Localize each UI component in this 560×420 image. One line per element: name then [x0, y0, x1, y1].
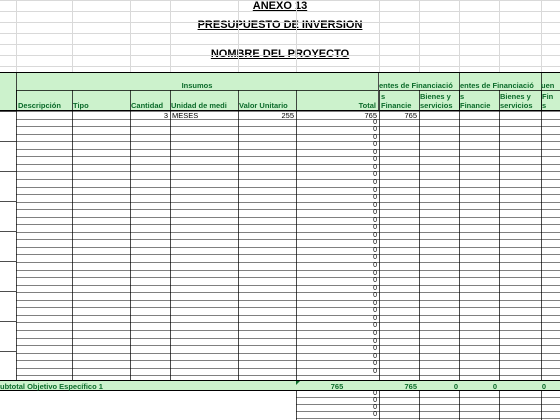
- total-cell[interactable]: 0: [373, 338, 377, 345]
- total-cell[interactable]: 0: [373, 300, 377, 307]
- subtotal-bienes-a: 0: [453, 382, 458, 391]
- total-cell[interactable]: 0: [373, 149, 377, 156]
- col-fin-a-line1: s: [381, 92, 386, 101]
- col-bienes-b-line2: servicios: [500, 101, 533, 110]
- total-cell[interactable]: 0: [373, 179, 377, 186]
- total-cell[interactable]: 0: [373, 360, 377, 367]
- row1-financie[interactable]: 765: [404, 111, 417, 120]
- subtotal-financie-b: 0: [492, 382, 497, 391]
- col-unidad: Unidad de medi: [171, 101, 227, 110]
- total-cell[interactable]: 0: [373, 330, 377, 337]
- total-cell[interactable]: 0: [373, 164, 377, 171]
- total-cell[interactable]: 0: [373, 277, 377, 284]
- subtotal-label: ubtotal Objetivo Específico 1: [0, 382, 103, 391]
- col-fin-a-line2: Financie: [381, 101, 412, 110]
- total-cell[interactable]: 0: [373, 353, 377, 360]
- total-cell[interactable]: 0: [373, 262, 377, 269]
- subtotal-bienes-b: 0: [541, 382, 546, 391]
- total-cell[interactable]: 0: [373, 285, 377, 292]
- col-cantidad: Cantidad: [131, 101, 164, 110]
- total-cell[interactable]: 0: [373, 209, 377, 216]
- total-cell[interactable]: 0: [373, 194, 377, 201]
- total-cell[interactable]: 0: [373, 411, 377, 418]
- total-cell[interactable]: 0: [373, 315, 377, 322]
- total-cell[interactable]: 0: [373, 368, 377, 375]
- total-cell[interactable]: 0: [373, 156, 377, 163]
- total-cell[interactable]: 0: [373, 232, 377, 239]
- col-descripcion: Descripción: [18, 101, 61, 110]
- total-cell[interactable]: 0: [373, 247, 377, 254]
- col-fin-c-line1: Fin: [542, 92, 554, 101]
- total-cell[interactable]: 0: [373, 404, 377, 411]
- row1-unidad[interactable]: MESES: [172, 111, 199, 120]
- total-cell[interactable]: 0: [373, 322, 377, 329]
- total-cell[interactable]: 0: [373, 187, 377, 194]
- row1-cantidad[interactable]: 3: [163, 111, 168, 120]
- total-cell[interactable]: 0: [373, 345, 377, 352]
- total-cell[interactable]: 0: [373, 134, 377, 141]
- col-fin-c-line2: s: [542, 101, 547, 110]
- total-cell[interactable]: 0: [373, 119, 377, 126]
- total-cell[interactable]: 0: [373, 126, 377, 133]
- col-valor-unitario: Valor Unitario: [239, 101, 288, 110]
- row1-valor-unitario[interactable]: 255: [281, 111, 294, 120]
- total-cell[interactable]: 0: [373, 254, 377, 261]
- left-header-fill: [0, 72, 16, 111]
- col-bienes-a-line1: Bienes y: [420, 92, 451, 101]
- funding-header-2: entes de Financiació: [460, 81, 534, 90]
- total-cell[interactable]: 0: [373, 202, 377, 209]
- insumos-group-header: Insumos: [181, 81, 213, 90]
- total-cell[interactable]: 0: [373, 141, 377, 148]
- total-cell[interactable]: 0: [373, 171, 377, 178]
- project-name: NOMBRE DEL PROYECTO: [210, 48, 350, 60]
- funding-header-1: entes de Financiació: [379, 81, 453, 90]
- col-tipo: Tipo: [73, 101, 89, 110]
- funding-header-3: uen: [541, 81, 555, 90]
- subtotal-financie: 765: [404, 382, 417, 391]
- total-cell[interactable]: 0: [373, 292, 377, 299]
- col-total: Total: [358, 101, 376, 110]
- annex-title: ANEXO 13: [252, 0, 308, 12]
- total-cell[interactable]: 0: [373, 270, 377, 277]
- col-fin-b-line1: s: [460, 92, 465, 101]
- total-cell[interactable]: 0: [373, 217, 377, 224]
- total-cell[interactable]: 0: [373, 390, 377, 397]
- subtotal-total: 765: [330, 382, 344, 391]
- total-cell[interactable]: 0: [373, 397, 377, 404]
- total-cell[interactable]: 0: [373, 307, 377, 314]
- row1-total[interactable]: 765: [364, 111, 377, 120]
- col-bienes-b-line1: Bienes y: [500, 92, 531, 101]
- total-cell[interactable]: 0: [373, 224, 377, 231]
- col-fin-b-line2: Financie: [460, 101, 491, 110]
- col-bienes-a-line2: servicios: [420, 101, 453, 110]
- budget-title: PRESUPUESTO DE INVERSION: [197, 19, 363, 31]
- total-cell[interactable]: 0: [373, 239, 377, 246]
